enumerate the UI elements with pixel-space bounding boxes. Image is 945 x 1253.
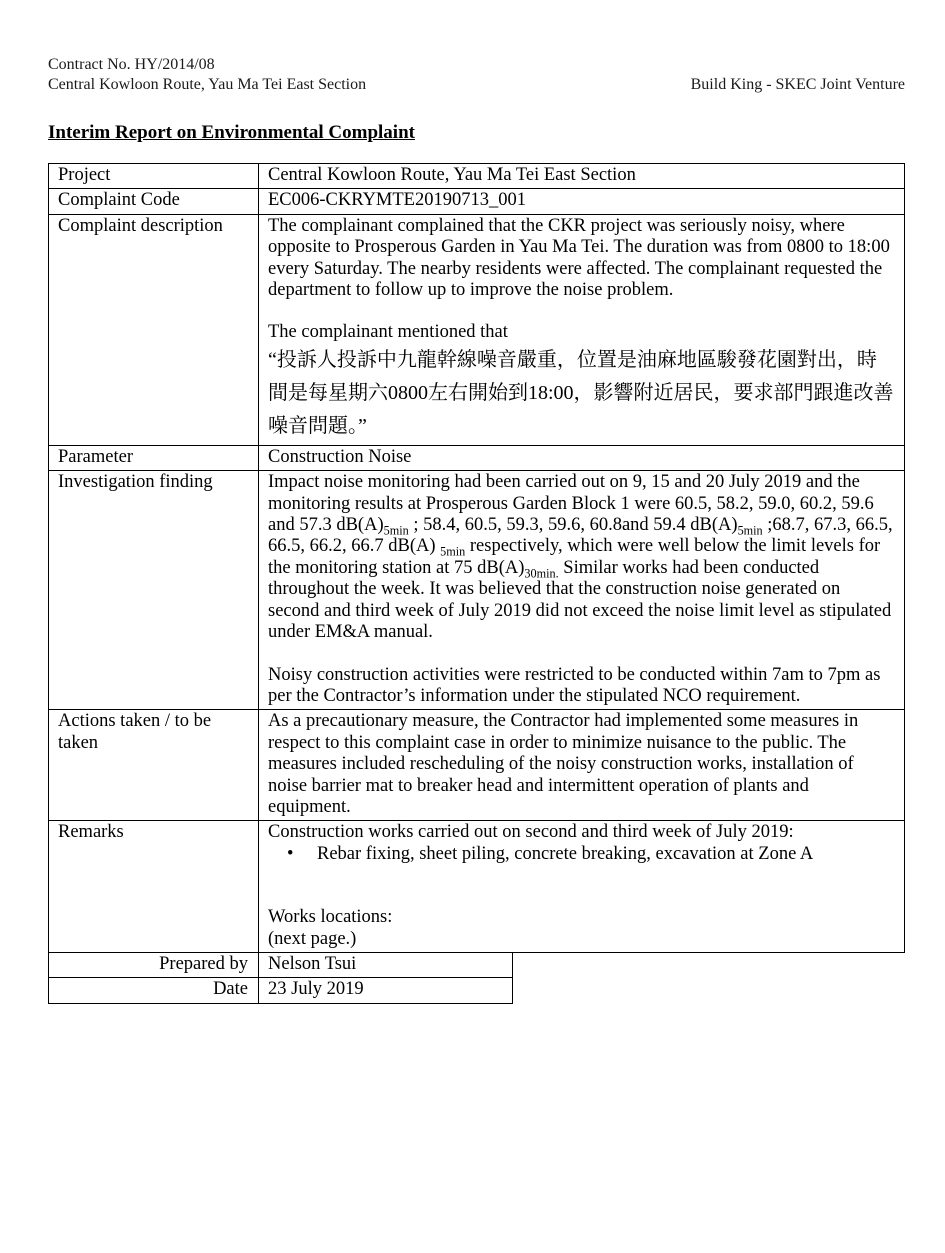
parameter-label: Parameter	[49, 445, 259, 470]
complaint-description-label: Complaint description	[49, 214, 259, 445]
table-row-date	[49, 978, 513, 1003]
date-value: 23 July 2019	[259, 978, 513, 1003]
actions-taken-label: Actions taken / to be taken	[49, 710, 259, 821]
table-row-actions-taken	[49, 710, 905, 821]
table-row-investigation-finding	[49, 471, 905, 710]
table-row-complaint-description	[49, 214, 905, 445]
table-row-complaint-code	[49, 189, 905, 214]
investigation-finding-value	[259, 471, 905, 710]
table-row-remarks	[49, 821, 905, 953]
table-row-parameter	[49, 445, 905, 470]
blank-line	[268, 865, 896, 907]
contract-no: Contract No. HY/2014/08	[48, 56, 215, 73]
complaint-description-paragraph: The complainant complained that the CKR project was seriously noisy, where opposite to Prosperous Garden in Yau Ma Tei. The duration was from 0800 to 18:00 every Saturday. The nearby residents were affected. The complainant requested the department to follow up to improve the noise problem.	[268, 215, 890, 301]
remarks-value	[259, 821, 905, 953]
project-label: Project	[49, 164, 259, 189]
header-left-block	[48, 55, 366, 95]
blank-line	[268, 644, 896, 665]
complaint-description-value	[259, 214, 905, 445]
actions-taken-value: As a precautionary measure, the Contractor had implemented some measures in respect to this complaint case in order to minimize nuisance to the public. The measures included rescheduling of the noisy construction works, installation of noise barrier mat to breaker head and intermittent operation of plants and equipment.	[259, 710, 905, 821]
remarks-bullet-item	[268, 844, 896, 865]
table-row-prepared-by	[49, 952, 513, 977]
investigation-paragraph-2: Noisy construction activities were restricted to be conducted within 7am to 7pm as per the Contractor’s information under the stipulated NCO requirement.	[268, 664, 881, 706]
blank-line	[268, 301, 896, 322]
complaint-mentioned-line: The complainant mentioned that	[268, 322, 508, 343]
remarks-bullet-text: Rebar fixing, sheet piling, concrete breaking, excavation at Zone A	[317, 843, 814, 864]
report-title: Interim Report on Environmental Complaint	[48, 122, 415, 143]
prepared-by-label: Prepared by	[49, 952, 259, 977]
investigation-paragraph-1: Impact noise monitoring had been carried out on 9, 15 and 20 July 2019 and the monitoring results at Prosperous Garden Block 1 were 60.5, 58.2, 59.0, 60.2, 59.6 and 57.3 $dB(A)_{5min}$ ; 58.4, 60.5, 59.3, 59.6, 60.8and 59.4 $dB(A)_{5min}$ ;68.7, 67.3, 66.5, 66.5, 66.2, 66.7 dB(A) $_{5min}$ respectively, which were well below the limit levels for the monitoring station at 75 $dB(A)_{30min.}$ Similar works had been conducted throughout the week. It was believed that the construction noise generated on second and third week of July 2019 did not exceed the noise limit level as stipulated under EM&A manual.	[268, 472, 893, 643]
complaint-code-label: Complaint Code	[49, 189, 259, 214]
bullet-icon: •	[287, 843, 294, 864]
table-row-project	[49, 164, 905, 189]
complaint-report-table	[48, 163, 905, 953]
date-label: Date	[49, 978, 259, 1003]
prepared-by-value: Nelson Tsui	[259, 952, 513, 977]
remarks-works-locations: Works locations:	[268, 907, 393, 928]
complaint-chinese-quote: “投訴人投訴中九龍幹線噪音嚴重，位置是油麻地區駿發花園對出，時間是每星期六0800左右開始到18:00，影響附近居民，要求部門跟進改善噪音問題。”	[268, 348, 894, 437]
parameter-value: Construction Noise	[259, 445, 905, 470]
remarks-label: Remarks	[49, 821, 259, 953]
remarks-next-page: (next page.)	[268, 928, 357, 949]
remarks-line-1: Construction works carried out on second and third week of July 2019:	[268, 822, 794, 843]
signature-table	[48, 952, 513, 1004]
document-header	[48, 55, 905, 95]
joint-venture-name: Build King - SKEC Joint Venture	[690, 76, 905, 93]
complaint-code-value: EC006-CKRYMTE20190713_001	[259, 189, 905, 214]
project-value: Central Kowloon Route, Yau Ma Tei East Section	[259, 164, 905, 189]
project-name-line: Central Kowloon Route, Yau Ma Tei East Section	[48, 76, 367, 93]
investigation-finding-label: Investigation finding	[49, 471, 259, 710]
